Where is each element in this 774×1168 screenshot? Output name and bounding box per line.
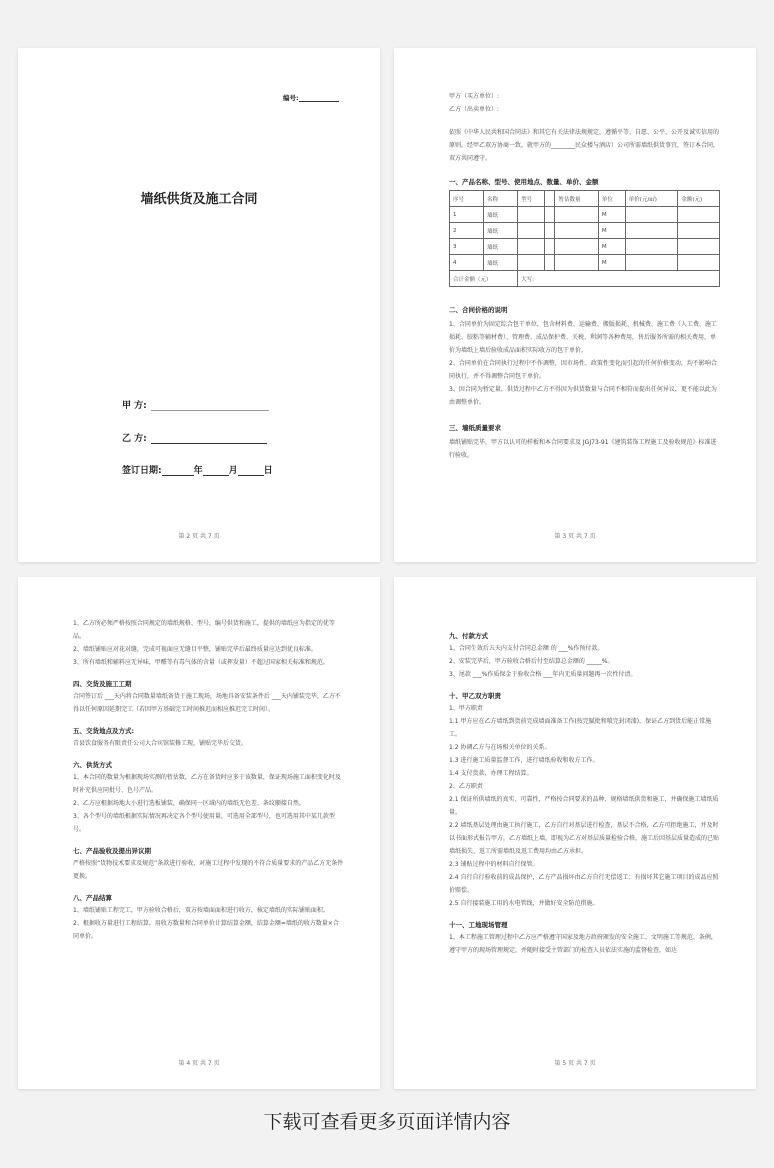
page-number: 第 2 页 共 7 页 [178, 533, 220, 540]
serial-label: 编号: [283, 94, 299, 102]
year-label: 年 [193, 466, 203, 476]
table-cell [555, 255, 598, 271]
table-total-row [450, 271, 720, 287]
table-cell [555, 207, 598, 223]
party-b-label: 乙 方: [122, 434, 147, 444]
table-cell [678, 207, 720, 223]
day-blank [238, 465, 264, 476]
section-10-title: 十、甲乙双方职责 [449, 692, 501, 700]
table-cell: 墙纸 [484, 255, 518, 271]
page-number: 第 4 页 共 7 页 [178, 1060, 220, 1067]
table-header-row [450, 191, 720, 207]
table-row [450, 255, 720, 271]
table-cell: M [598, 239, 625, 255]
page-4-content [449, 631, 720, 957]
clause: 2.1 保证所供墙纸的真实、可靠性，严格按合同要求的品种、规格墙纸供货和施工，并确保施工墙纸质量。 [449, 796, 719, 816]
section-3-title: 三、墙纸质量要求 [449, 424, 501, 432]
table-cell [518, 255, 545, 271]
clause: 1.4 支付货款、办理工程结算。 [449, 770, 533, 777]
table-header: 暂估数量 [555, 191, 598, 207]
section-5-title: 五、交货地点及方式: [73, 727, 135, 735]
clause: 2.3 铺贴过程中的材料自行保管。 [449, 861, 539, 868]
total-label: 合计金额（元） [450, 271, 518, 287]
paragraph: 1、乙方所必须严格按照合同规定的墙纸规格、型号、编号供货和施工，提供的墙纸应为指定的优等品。 [73, 620, 335, 640]
page-cover [18, 48, 380, 562]
page-number: 第 5 页 共 7 页 [554, 1060, 596, 1067]
page-number: 第 3 页 共 7 页 [554, 533, 596, 540]
party-a-line [122, 398, 269, 411]
paragraph: 2、墙纸铺贴应对花对缝，完成可视面应无缝目平整，铺贴完毕后最终质量应达到优良标准。 [73, 646, 317, 653]
serial-number [283, 93, 339, 102]
serial-blank [299, 93, 339, 102]
clause: 2.5 自行接装施工用的水电管线，并做好安全防范措施。 [449, 900, 599, 907]
sign-date-line [122, 463, 273, 476]
clause: 2.4 自行自行验收前的成品保护，乙方产品损坏由乙方自行无偿返工；有损坏其它施工项目的成品应照价赔偿。 [449, 874, 719, 894]
table-cell [625, 255, 678, 271]
table-cell [625, 207, 678, 223]
page-2-content [449, 90, 720, 462]
total-upper: 大写: [518, 271, 720, 287]
page-3-content [73, 617, 344, 943]
product-table [449, 190, 720, 287]
table-cell: M [598, 207, 625, 223]
download-more-link[interactable]: 下载可查看更多页面详情内容 [263, 1111, 511, 1133]
table-header: 单价(元/㎡) [625, 191, 678, 207]
clause: 1.2 协调乙方与在场相关单位的关系。 [449, 744, 551, 751]
table-cell [518, 239, 545, 255]
section-8-title: 八、产品结算 [73, 894, 112, 902]
subsection-title: 1、甲方职责 [449, 705, 483, 712]
table-cell [518, 207, 545, 223]
year-blank [162, 465, 194, 476]
table-cell: 4 [450, 255, 484, 271]
table-row [450, 239, 720, 255]
table-cell: M [598, 255, 625, 271]
table-cell [545, 255, 555, 271]
page-3 [18, 577, 380, 1089]
table-cell [625, 223, 678, 239]
table-header: 名称 [484, 191, 518, 207]
section-9-paragraph: 1、合同生效后五天内支付合同总金额 的 ___%作预付款。 [449, 645, 604, 652]
section-6-paragraph: 1、本合同的数量为根据现场实测的暂估数，乙方在备货时应多于该数量，保证现场施工面积变化时及时补充供应同批号、色号产品。 [73, 774, 341, 794]
section-4-paragraph: 合同签订后 ___天内将合同数量墙纸备货于施工现场，场地具备安装条件后 ___天内铺装完毕，乙方不得以任何原因延期完工（若因甲方基础完工时间推迟而相应推迟完工时间）。 [73, 693, 341, 713]
table-cell [545, 207, 555, 223]
table-header: 单位 [598, 191, 625, 207]
table-cell [678, 223, 720, 239]
day-label: 日 [263, 466, 273, 476]
seller-line: 乙方（出卖单位）: [449, 106, 500, 113]
section-9-paragraph: 3、尾款 ___%作质保金于验收合格 ___年内无质量问题再一次性付清。 [449, 671, 637, 678]
table-cell [545, 239, 555, 255]
section-9-title: 九、付款方式 [449, 632, 488, 640]
table-cell [678, 239, 720, 255]
party-a-blank [151, 400, 269, 411]
month-blank [203, 465, 229, 476]
page-2 [394, 48, 756, 562]
sign-date-label: 签订日期: [122, 466, 162, 476]
section-6-paragraph: 3、各个型号的墙纸根据实际情况再决定各个型号使用量，可选用全部型号，也可选用其中某几款型号。 [73, 813, 335, 833]
subsection-title: 2、乙方职责 [449, 783, 483, 790]
party-a-label: 甲 方: [122, 401, 147, 411]
section-11-title: 十一、工地现场管理 [449, 921, 508, 929]
table-cell: 墙纸 [484, 207, 518, 223]
intro-paragraph: 依照《中华人民共和国合同法》和其它有关法律法规规定，遵循平等、自愿、公平、公开及诚实信用的原则，经甲乙双方协商一致，就甲方的________民众楼与酒店）公司所需墙纸供货事宜，签订本合同，双方共同遵守。 [449, 129, 720, 162]
section-6-title: 六、供货方式 [73, 761, 112, 769]
table-cell: 3 [450, 239, 484, 255]
table-cell [625, 239, 678, 255]
table-cell [555, 223, 598, 239]
section-7-title: 七、产品验收及提出异议期 [73, 847, 151, 855]
table-cell [545, 223, 555, 239]
clause: 1.3 进行施工质量监督工作，进行墙纸验收和收方工作。 [449, 757, 599, 764]
table-cell: 1 [450, 207, 484, 223]
section-8-paragraph: 1、墙纸铺贴工程完工，甲方验收合格后，双方按墙面面积进行收方，核定墙纸的实际铺贴面积。 [73, 907, 329, 914]
section-3-paragraph: 墙纸铺贴完毕，甲方以认可的样板和本合同要求及 JGJ73-91《建筑装饰工程施工及验收规范》标准进行验收。 [449, 439, 717, 459]
table-cell: 墙纸 [484, 223, 518, 239]
contract-title: 墙纸供货及施工合同 [140, 192, 258, 207]
section-2-paragraph: 1、合同单价为固定综合包干单位，包含材料费、运输费、搬版损耗、机械费、施工费（人工费、施工损耗、胶粘等辅材费）、管理费、成品保护费、关税、利润等各种费用，售后服务所需的相关费用，单价为墙纸上墙后验收成品面积实际收方的包干单价。 [449, 321, 717, 354]
table-header: 金额(元) [678, 191, 720, 207]
table-cell [678, 255, 720, 271]
party-b-line [122, 431, 267, 444]
section-4-title: 四、交货及施工工期 [73, 680, 132, 688]
table-cell [555, 239, 598, 255]
section-7-paragraph: 严格按照“货物技术要求及规范”条款进行验收，对施工过程中发现的不符合质量要求的产品乙方无条件更换。 [73, 860, 344, 880]
section-11-paragraph: 1、本工程施工管理过程中乙方应严格遵守国家及地方政府颁发的安全施工、文明施工等规范、条例，遵守甲方的现场管理规定，并随时接受主管部门的检查人员依法实施的监督检查，如达 [449, 934, 717, 954]
table-row [450, 223, 720, 239]
clause: 2.2 墙纸基层处理由施工执行施工，乙方自行对基层进行检查，基层不合格，乙方可拒绝施工，并及时以书面形式报告甲方。乙方墙纸上墙，即视为乙方对基层质量检验合格，施工后因基层质量造成的已贴墙纸损失、返工所需墙纸及返工费用均由乙方承担。 [449, 822, 720, 855]
section-9-paragraph: 2、安装完毕后，甲方验收合格后付至结算总金额的 _____%。 [449, 658, 614, 665]
page-4 [394, 577, 756, 1089]
buyer-line: 甲方（买方单位）: [449, 93, 500, 100]
section-2-paragraph: 3、因合同为暂定量，供货过程中乙方不得因为供货数量与合同不相符而提出任何异议，更不能以此为由调整单价。 [449, 386, 717, 406]
table-cell [518, 223, 545, 239]
section-6-paragraph: 2、乙方应根据场地大小进行选板铺装，确保同一区域内的墙纸无色差、条纹顺接自然。 [73, 800, 305, 807]
section-2-paragraph: 2、合同单价在合同执行过程中不作调整，因市场性、政策性变化而引起的任何价格变动，均不影响合同执行，并不得调整合同包干单价。 [449, 360, 717, 380]
table-row [450, 207, 720, 223]
table-cell: 墙纸 [484, 239, 518, 255]
month-label: 月 [228, 466, 238, 476]
table-cell: 2 [450, 223, 484, 239]
party-b-blank [151, 433, 267, 444]
table-header [545, 191, 555, 207]
clause: 1.1 甲方应在乙方墙纸到货前完成墙面准备工作(按完腻批和喷完封闭漆)，保证乙方到货后能正常施工。 [449, 718, 712, 738]
table-header: 序号 [450, 191, 484, 207]
section-5-paragraph: 青县饮食服务有限责任公司大合宾馆装修工现，铺贴完毕后交货。 [73, 740, 248, 747]
section-8-paragraph: 2、根据收方量进行工程结算，用收方数量和合同单价计算结算金额，结算金额=墙纸的收方数量×合同单价。 [73, 920, 339, 940]
table-cell: M [598, 223, 625, 239]
section-1-title: 一、产品名称、型号、使用地点、数量、单价、金额 [449, 178, 599, 186]
paragraph: 3、所有墙纸和辅料应无异味，甲醛等有毒气体的含量（或挥发量）不超过国家相关标准和规范。 [73, 659, 329, 666]
table-header: 型号 [518, 191, 545, 207]
section-2-title: 二、合同价格的说明 [449, 306, 508, 314]
